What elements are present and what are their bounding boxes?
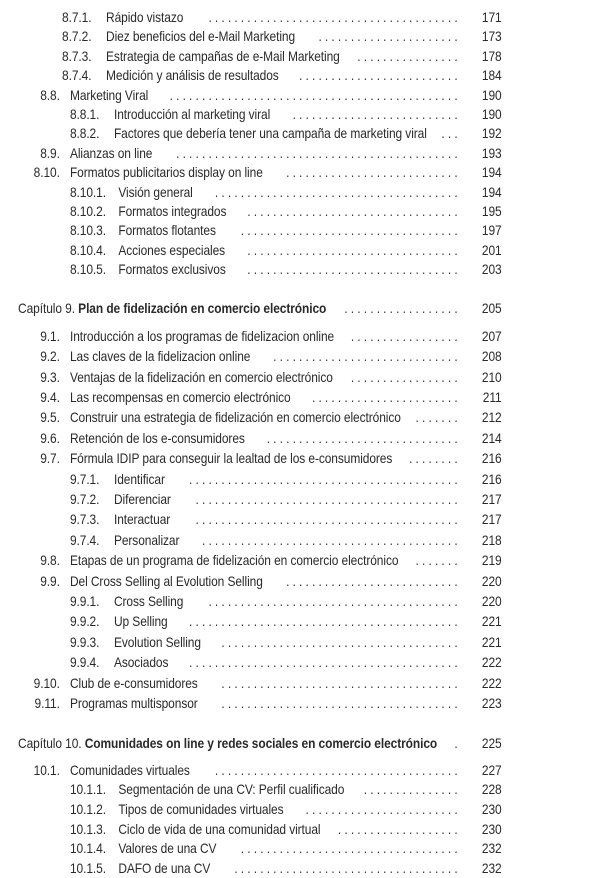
page-number: 214 — [481, 430, 502, 446]
toc-entry — [0, 408, 600, 428]
toc-entry — [0, 429, 600, 449]
dot-leader: . . . . . . . . . . . . . . . . . . . . . . . . . . . — [286, 165, 458, 181]
entry-number: 9.6. — [40, 430, 60, 446]
toc-entry — [0, 221, 600, 240]
entry-number: 10.1.5. — [69, 860, 106, 876]
page-number: 223 — [481, 695, 502, 711]
entry-number: 8.9. — [40, 145, 60, 161]
page-number: 218 — [481, 532, 502, 548]
entry-title: Formatos exclusivos — [118, 262, 226, 278]
toc-entry — [0, 86, 600, 105]
entry-title: Etapas de un programa de fidelización en comercio electrónico — [69, 553, 399, 569]
dot-leader: . . . . . . . . . . . . . . . . . . . . . . . . . . . . . . . . . . . . . . . . — [201, 532, 458, 548]
toc-entry — [0, 653, 600, 673]
page-number: 194 — [481, 184, 502, 200]
dot-leader: . . . . . . . . . . . . . . . . . . . . . . . . . . . . . . . . . . . . . . . . . . . . . — [169, 87, 458, 103]
toc-entry — [0, 839, 600, 859]
dot-leader: . . . . . . . . . . . . . . . . . . . . . . . . . . — [292, 106, 458, 122]
toc-entry — [0, 572, 600, 592]
page-number: 217 — [481, 512, 502, 528]
chapter-prefix: Capítulo 10. — [18, 736, 82, 752]
page-number: 230 — [481, 821, 502, 837]
toc-entry — [0, 347, 600, 367]
dot-leader: . . . . . . . . . . . . . . . . . . . . . . . — [311, 390, 458, 406]
dot-leader: . . . . . . . — [415, 553, 458, 569]
entry-number: 9.7.4. — [69, 532, 100, 548]
dot-leader: . . . . . . . . . . . . . . . . . . . . . . . . . . . — [286, 573, 458, 589]
entry-number: 8.8.1. — [69, 106, 100, 122]
entry-title: Estrategia de campañas de e-Mail Marketing — [106, 48, 340, 64]
page-number: 227 — [481, 762, 502, 778]
page-number: 222 — [481, 675, 502, 691]
chapter-title: Comunidades on line y redes sociales en comercio electrónico — [84, 736, 438, 752]
entry-number: 9.11. — [34, 695, 60, 711]
entry-number: 9.9.2. — [69, 614, 100, 630]
dot-leader: . . . . . . . . . . . . . . . . . . . . . . . . . . . . . . . . . . . . . . — [214, 184, 458, 200]
entry-title: Programas multisponsor — [69, 695, 198, 711]
toc-entry — [0, 47, 600, 66]
entry-title: Club de e-consumidores — [69, 675, 198, 691]
entry-title: Diez beneficios del e-Mail Marketing — [106, 29, 296, 45]
page-number: 220 — [481, 593, 502, 609]
entry-number: 10.1.2. — [69, 802, 106, 818]
entry-title: Acciones especiales — [118, 242, 226, 258]
entry-number: 9.9.4. — [69, 655, 100, 671]
entry-title: Marketing Viral — [69, 87, 149, 103]
entry-title: Ventajas de la fidelización en comercio electrónico — [69, 369, 333, 385]
page-number: 212 — [481, 410, 502, 426]
entry-title: Introducción a los programas de fidelizacion online — [69, 328, 335, 344]
dot-leader: . . . — [441, 126, 458, 142]
entry-number: 8.8.2. — [69, 126, 100, 142]
dot-leader: . . . . . . . — [415, 410, 458, 426]
page-number: 221 — [481, 634, 502, 650]
toc-entry — [0, 449, 600, 469]
entry-title: Visión general — [118, 184, 193, 200]
entry-number: 9.5. — [40, 410, 60, 426]
entry-title: Identificar — [113, 471, 165, 487]
page-number: 232 — [481, 860, 502, 876]
toc-entry — [0, 633, 600, 653]
entry-title: Las claves de la fidelizacion online — [69, 349, 251, 365]
toc-section — [0, 8, 600, 279]
toc-entry — [0, 780, 600, 800]
entry-title: Rápido vistazo — [106, 10, 184, 25]
toc-section — [0, 734, 600, 878]
dot-leader: . . . . . . . . . . . . . . . . . . — [344, 301, 458, 317]
entry-number: 10.1. — [33, 762, 60, 778]
page-number: 195 — [481, 203, 502, 219]
page-number: 216 — [481, 451, 502, 467]
page-number: 232 — [481, 841, 502, 857]
dot-leader: . . . . . . . . . . . . . . . . . . . . . . . . . . . . . . . . . . . . . — [221, 695, 458, 711]
entry-title: Interactuar — [113, 512, 171, 528]
chapter-heading — [0, 299, 600, 319]
page-number: 193 — [481, 145, 502, 161]
page-number: 203 — [481, 262, 502, 278]
entry-number: 9.7. — [40, 451, 60, 467]
dot-leader: . . . . . . . . . . . . . . . . . . . . . . . . . . . . . . . . . — [247, 262, 458, 278]
page-number: 184 — [481, 68, 502, 84]
page-number: 228 — [481, 782, 502, 798]
dot-leader: . . . . . . . . . . . . . . . . . . . . . . . . . . . . . . . . . . . . . . . . . . — [189, 471, 458, 487]
dot-leader: . . . . . . . . . . . . . . . . . . . . . . . . . . . . . . . . . . . . . . . . . . — [189, 655, 458, 671]
entry-title: Factores que debería tener una campaña de marketing viral — [113, 126, 427, 142]
page-number: 225 — [481, 736, 502, 752]
entry-title: Las recompensas en comercio electrónico — [69, 390, 291, 406]
entry-title: Ciclo de vida de una comunidad virtual — [118, 821, 321, 837]
page-number: 222 — [481, 655, 502, 671]
toc-entry — [0, 124, 600, 143]
entry-number: 8.7.4. — [62, 68, 92, 84]
entry-number: 8.10.2. — [69, 203, 106, 219]
entry-title: Del Cross Selling al Evolution Selling — [69, 573, 263, 589]
toc-entry — [0, 592, 600, 612]
toc-entry — [0, 66, 600, 85]
page-number: 230 — [481, 802, 502, 818]
toc-entry — [0, 327, 600, 347]
page-number: 221 — [481, 614, 502, 630]
entry-number: 8.8. — [40, 87, 60, 103]
page-number: 207 — [481, 328, 502, 344]
dot-leader: . . . . . . . . . . . . . . . . . . . . . . . . . . . . . . . . . — [247, 242, 458, 258]
toc-entry — [0, 144, 600, 163]
table-of-contents — [0, 8, 600, 878]
toc-entry — [0, 510, 600, 530]
dot-leader: . . . . . . . . . . . . . . . . . — [350, 328, 458, 344]
dot-leader: . — [454, 736, 458, 752]
page-number: 220 — [481, 573, 502, 589]
entry-title: Formatos flotantes — [118, 223, 216, 239]
entry-number: 10.1.1. — [69, 782, 106, 798]
dot-leader: . . . . . . . . . . . . . . . . . . . . . . . . . . . . . . . . . . . . . — [221, 634, 458, 650]
dot-leader: . . . . . . . . . . . . . . . . . — [350, 369, 458, 385]
dot-leader: . . . . . . . . . . . . . . . . . . . . . . . . . . . . . . . . . . — [240, 841, 458, 857]
dot-leader: . . . . . . . . . . . . . . . — [363, 782, 458, 798]
toc-entry — [0, 761, 600, 781]
entry-title: Evolution Selling — [113, 634, 201, 650]
entry-number: 8.10.5. — [69, 262, 106, 278]
entry-number: 8.7.1. — [62, 10, 92, 25]
toc-entry — [0, 202, 600, 221]
page-number: 217 — [481, 491, 502, 507]
entry-title: Valores de una CV — [118, 841, 217, 857]
dot-leader: . . . . . . . . . . . . . . . . — [357, 48, 458, 64]
entry-title: Tipos de comunidades virtuales — [118, 802, 284, 818]
dot-leader: . . . . . . . . . . . . . . . . . . . . . . . . — [305, 802, 458, 818]
page-number: 190 — [481, 87, 502, 103]
dot-leader: . . . . . . . . . . . . . . . . . . . . . . . . . . . . . . . . . . . . . . — [214, 762, 458, 778]
page-number: 210 — [481, 369, 502, 385]
entry-number: 8.10.1. — [69, 184, 106, 200]
dot-leader: . . . . . . . . . . . . . . . . . . . . . . . . . . . . . . . . . . . — [234, 860, 458, 876]
entry-title: Personalizar — [113, 532, 180, 548]
chapter-title: Plan de fidelización en comercio electrónico — [78, 301, 327, 317]
dot-leader: . . . . . . . . — [409, 451, 458, 467]
page-number: 197 — [481, 223, 502, 239]
dot-leader: . . . . . . . . . . . . . . . . . . . — [337, 821, 458, 837]
toc-entry — [0, 551, 600, 571]
chapter-title-wrap — [18, 299, 326, 319]
entry-title: Up Selling — [113, 614, 168, 630]
page-number: 171 — [481, 10, 502, 25]
entry-title: DAFO de una CV — [118, 860, 211, 876]
entry-number: 9.1. — [40, 328, 60, 344]
entry-number: 9.7.3. — [69, 512, 100, 528]
dot-leader: . . . . . . . . . . . . . . . . . . . . . . . . . . . . . . . . . . . . . . . . . — [195, 491, 458, 507]
chapter-prefix: Capítulo 9. — [18, 301, 75, 317]
toc-entry — [0, 163, 600, 182]
page-number: 173 — [481, 29, 502, 45]
page-number: 178 — [481, 48, 502, 64]
dot-leader: . . . . . . . . . . . . . . . . . . . . . . . . . . . . . . — [266, 430, 458, 446]
entry-title: Diferenciar — [113, 491, 171, 507]
entry-number: 8.7.3. — [62, 48, 92, 64]
dot-leader: . . . . . . . . . . . . . . . . . . . . . . . . . . . . . . . . . . . . . . . . . — [195, 512, 458, 528]
toc-entry — [0, 490, 600, 510]
entry-title: Alianzas on line — [69, 145, 153, 161]
entry-number: 10.1.3. — [69, 821, 106, 837]
toc-entry — [0, 612, 600, 632]
toc-entry — [0, 800, 600, 820]
dot-leader: . . . . . . . . . . . . . . . . . . . . . . . . . — [299, 68, 458, 84]
dot-leader: . . . . . . . . . . . . . . . . . . . . . . — [318, 29, 458, 45]
entry-number: 8.10. — [33, 165, 60, 181]
entry-number: 9.7.1. — [69, 471, 100, 487]
toc-entry — [0, 183, 600, 202]
entry-title: Formatos publicitarios display on line — [69, 165, 263, 181]
entry-number: 8.10.4. — [69, 242, 106, 258]
dot-leader: . . . . . . . . . . . . . . . . . . . . . . . . . . . . . . . . . . . . . . . . . . — [189, 614, 458, 630]
entry-title: Asociados — [113, 655, 169, 671]
entry-number: 9.7.2. — [69, 491, 100, 507]
toc-entry — [0, 368, 600, 388]
dot-leader: . . . . . . . . . . . . . . . . . . . . . . . . . . . . . . . . . . . . . — [221, 675, 458, 691]
page-number: 205 — [481, 301, 502, 317]
entry-number: 8.7.2. — [62, 29, 92, 45]
toc-entry — [0, 105, 600, 124]
dot-leader: . . . . . . . . . . . . . . . . . . . . . . . . . . . . . . . . . — [247, 203, 458, 219]
toc-entry — [0, 674, 600, 694]
page-number: 216 — [481, 471, 502, 487]
dot-leader: . . . . . . . . . . . . . . . . . . . . . . . . . . . . . . . . . . . . . . . . . . . . — [176, 145, 458, 161]
toc-entry — [0, 27, 600, 46]
entry-number: 9.8. — [40, 553, 60, 569]
toc-entry — [0, 388, 600, 408]
page-number: 219 — [481, 553, 502, 569]
page-number: 211 — [482, 390, 502, 406]
entry-title: Comunidades virtuales — [69, 762, 190, 778]
entry-title: Construir una estrategia de fidelización en comercio electrónico — [69, 410, 401, 426]
chapter-title-wrap — [18, 734, 437, 754]
entry-title: Introducción al marketing viral — [113, 106, 271, 122]
toc-entry — [0, 8, 600, 27]
page-number: 192 — [481, 126, 502, 142]
entry-number: 8.10.3. — [69, 223, 106, 239]
entry-number: 9.9.1. — [69, 593, 100, 609]
dot-leader: . . . . . . . . . . . . . . . . . . . . . . . . . . . . . . . . . . . . . . . — [208, 10, 458, 25]
entry-title: Formatos integrados — [118, 203, 227, 219]
chapter-heading — [0, 734, 600, 754]
toc-entry — [0, 241, 600, 260]
entry-number: 9.4. — [40, 390, 60, 406]
dot-leader: . . . . . . . . . . . . . . . . . . . . . . . . . . . . . — [273, 349, 458, 365]
entry-title: Fórmula IDIP para conseguir la lealtad de los e-consumidores — [69, 451, 393, 467]
toc-entry — [0, 694, 600, 714]
page-number: 208 — [481, 349, 502, 365]
toc-entry — [0, 820, 600, 840]
toc-entry — [0, 859, 600, 878]
entry-title: Retención de los e-consumidores — [69, 430, 245, 446]
toc-entry — [0, 531, 600, 551]
toc-entry — [0, 470, 600, 490]
page-number: 201 — [481, 242, 502, 258]
entry-title: Medición y análisis de resultados — [106, 68, 279, 84]
entry-number: 9.2. — [40, 349, 60, 365]
entry-number: 9.9. — [40, 573, 60, 589]
toc-section — [0, 299, 600, 714]
dot-leader: . . . . . . . . . . . . . . . . . . . . . . . . . . . . . . . . . . . . . . . — [208, 593, 458, 609]
entry-number: 9.10. — [33, 675, 60, 691]
entry-title: Cross Selling — [113, 593, 184, 609]
page-number: 190 — [481, 106, 502, 122]
page-number: 194 — [481, 165, 502, 181]
entry-number: 10.1.4. — [69, 841, 106, 857]
entry-title: Segmentación de una CV: Perfil cualificado — [118, 782, 345, 798]
entry-number: 9.9.3. — [69, 634, 100, 650]
toc-entry — [0, 260, 600, 279]
dot-leader: . . . . . . . . . . . . . . . . . . . . . . . . . . . . . . . . . . — [240, 223, 458, 239]
entry-number: 9.3. — [40, 369, 60, 385]
